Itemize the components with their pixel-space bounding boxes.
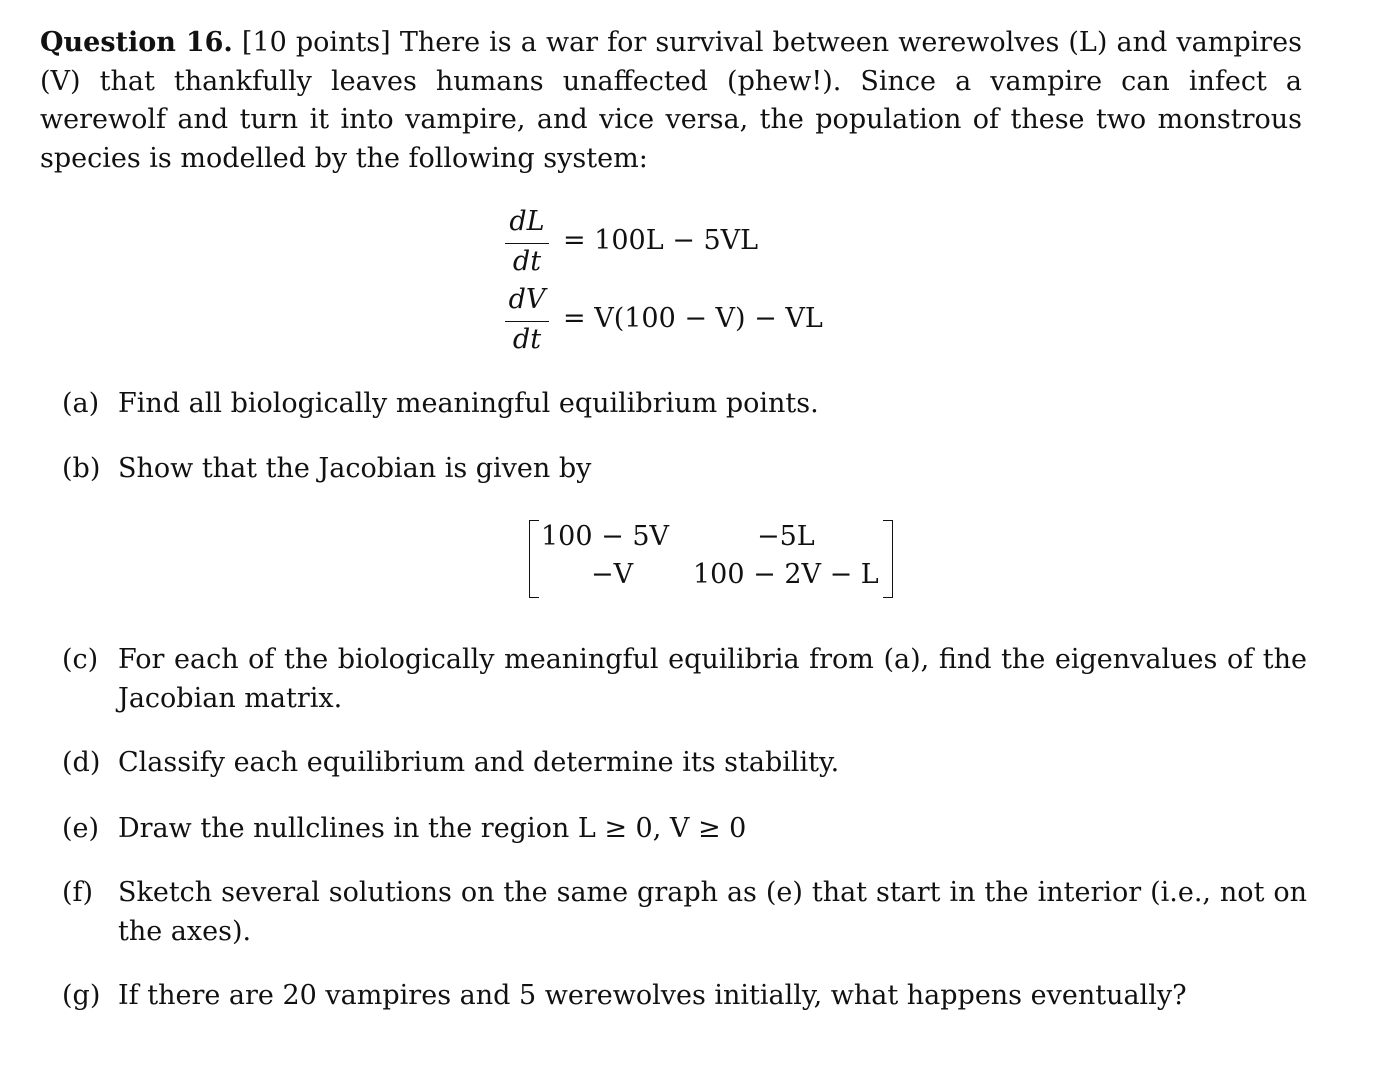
fraction-numerator: dL [509, 206, 545, 237]
part-text: Classify each equilibrium and determine its stability. [118, 747, 840, 778]
part-text: Find all biologically meaningful equilibrium points. [118, 388, 819, 419]
fraction-bar [505, 321, 549, 322]
question-points: [10 points] [241, 27, 391, 58]
part-label: (a) [62, 388, 100, 419]
equation-dl-dt [505, 206, 905, 284]
part-a [62, 385, 1307, 424]
fraction-denominator: dt [512, 246, 542, 277]
part-label: (e) [62, 813, 100, 844]
part-label: (b) [62, 453, 101, 484]
part-label: (d) [62, 747, 101, 778]
equation-rhs: = V(100 − V) − VL [563, 303, 823, 334]
part-d [62, 744, 1307, 783]
fraction-numerator: dV [508, 284, 546, 315]
matrix-cell-r2c2: 100 − 2V − L [693, 559, 879, 590]
part-text: Draw the nullclines in the region L ≥ 0, V ≥ 0 [118, 813, 747, 844]
part-f [62, 874, 1307, 951]
part-c [62, 641, 1307, 718]
matrix-cell-r1c2: −5L [757, 521, 815, 552]
part-text: Show that the Jacobian is given by [118, 453, 592, 484]
equation-dv-dt [505, 284, 905, 362]
part-text: If there are 20 vampires and 5 werewolves initially, what happens eventually? [118, 980, 1187, 1011]
matrix-cell-r1c1: 100 − 5V [541, 521, 669, 552]
equation-rhs: = 100L − 5VL [563, 225, 759, 256]
question-intro-text: There is a war for survival between werewolves (L) and vampires (V) that thankfully leaves humans unaffected (phew!). Since a vampire can infect a werewolf and turn it into vampire, and vice versa, the population of these two monstrous species is modelled by the following system: [40, 27, 1302, 174]
left-bracket [529, 520, 539, 598]
part-text: Sketch several solutions on the same graph as (e) that start in the interior (i.e., not on the axes). [118, 877, 1307, 947]
question-intro [40, 24, 1302, 178]
part-text: For each of the biologically meaningful equilibria from (a), find the eigenvalues of the Jacobian matrix. [118, 644, 1307, 714]
part-g [62, 977, 1307, 1016]
right-bracket [883, 520, 893, 598]
part-b [62, 450, 1307, 489]
matrix-cell-r2c1: −V [591, 559, 634, 590]
part-label: (g) [62, 980, 101, 1011]
question-heading: Question 16. [40, 27, 233, 58]
part-label: (c) [62, 644, 99, 675]
fraction-denominator: dt [512, 324, 542, 355]
jacobian-matrix [529, 520, 893, 598]
part-e [62, 810, 1307, 849]
fraction-bar [505, 243, 549, 244]
part-label: (f) [62, 877, 94, 908]
